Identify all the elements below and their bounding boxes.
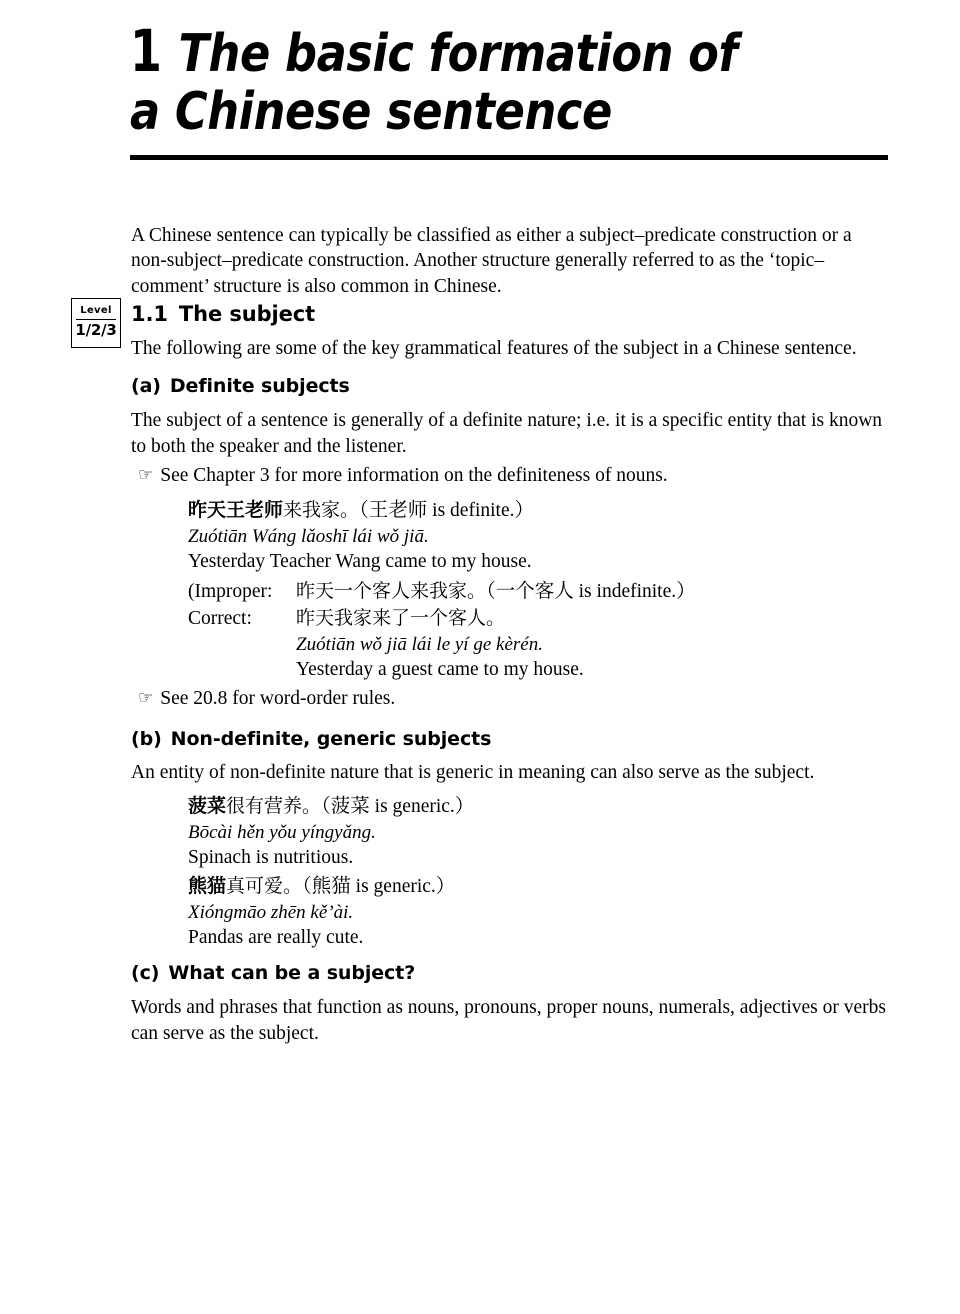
comparison-label-correct: Correct:: [188, 608, 252, 629]
chapter-intro-paragraph: A Chinese sentence can typically be classified as either a subject–predicate construction or a non-subject–predicate construction. Another structure generally referred to as the ‘topic–comment’ structure is also common in Chinese.: [131, 224, 852, 297]
example-block-a1: [188, 497, 888, 575]
subsection-title-c: What can be a subject?: [168, 962, 416, 984]
example-b2-chinese: [188, 873, 888, 900]
title-divider-rule: [130, 155, 888, 160]
level-badge: [71, 298, 121, 348]
comparison-content-improper: [296, 578, 888, 605]
section-number: 1.1: [131, 302, 168, 326]
example-block-b1: [188, 793, 888, 871]
subsection-heading-b: [131, 727, 491, 751]
subsection-label-b: (b): [131, 728, 162, 750]
example-a1-pinyin: Zuótiān Wáng lǎoshī lái wǒ jiā.: [188, 526, 429, 547]
example-b2-cn-rest: 真可爱。: [226, 875, 303, 897]
example-a1-gloss: （王老师 is definite.）: [359, 500, 534, 521]
example-a1-cn-highlight: 王老师: [226, 499, 284, 521]
chapter-title-line-2: a Chinese sentence: [130, 82, 612, 142]
chapter-title-block: [130, 17, 888, 142]
comparison-improper-gloss: （一个客人 is indefinite.）: [486, 581, 696, 602]
comparison-block-a: [188, 578, 888, 683]
subsection-heading-a: [131, 374, 350, 398]
subsection-heading-c: [131, 961, 415, 985]
example-b1-gloss: （菠菜 is generic.）: [321, 796, 475, 817]
cross-reference-chapter-3: [138, 463, 668, 490]
example-b2-english: Pandas are really cute.: [188, 927, 364, 948]
example-b2-cn-highlight: 熊猫: [188, 875, 227, 897]
section-title: The subject: [178, 302, 316, 326]
comparison-correct-chinese: 昨天我家来了一个客人。: [296, 607, 506, 629]
example-a1-chinese: [188, 497, 888, 524]
example-b1-chinese: [188, 793, 888, 820]
cross-reference-20-8: [138, 686, 395, 713]
example-b1-cn-rest: 很有营养。: [226, 795, 322, 817]
comparison-content-correct: [296, 605, 888, 632]
chapter-title-text-1: The basic formation of: [178, 24, 738, 84]
comparison-label-improper: (Improper:: [188, 581, 273, 602]
section-heading-1-1: [131, 301, 315, 327]
comparison-improper-chinese: 昨天一个客人来我家。: [296, 580, 487, 602]
subsection-label-a: (a): [131, 375, 161, 397]
level-badge-label: Level: [80, 305, 112, 316]
subsection-title-a: Definite subjects: [169, 375, 350, 397]
subsection-c-body: Words and phrases that function as nouns, pronouns, proper nouns, numerals, adjectives or verbs can serve as the subject.: [131, 997, 886, 1044]
example-b2-pinyin: Xióngmāo zhēn kě’ài.: [188, 902, 354, 923]
cross-reference-text: See Chapter 3 for more information on the definiteness of nouns.: [160, 465, 668, 486]
example-b2-gloss: （熊猫 is generic.）: [302, 876, 456, 897]
example-b1-pinyin: Bōcài hěn yǒu yíngyǎng.: [188, 822, 376, 843]
pointing-hand-icon: ☞: [138, 465, 154, 485]
example-a1-cn-rest: 来我家。: [283, 499, 360, 521]
pointing-hand-icon: ☞: [138, 688, 154, 708]
example-block-b2: [188, 873, 888, 951]
comparison-correct-english: Yesterday a guest came to my house.: [296, 659, 584, 680]
cross-reference-text: See 20.8 for word-order rules.: [160, 688, 396, 709]
chapter-title-line-1: [130, 17, 782, 85]
example-a1-cn-prefix: 昨天: [188, 499, 227, 521]
subsection-a-body: The subject of a sentence is generally of a definite nature; i.e. it is a specific entity that is known to both the speaker and the listener.: [131, 410, 883, 457]
level-badge-levels: 1/2/3: [75, 321, 117, 339]
example-b1-english: Spinach is nutritious.: [188, 847, 354, 868]
subsection-label-c: (c): [131, 962, 160, 984]
subsection-b-body: An entity of non-definite nature that is generic in meaning can also serve as the subject.: [131, 762, 815, 783]
comparison-row-improper: [188, 578, 888, 605]
example-a1-english: Yesterday Teacher Wang came to my house.: [188, 551, 532, 572]
comparison-correct-pinyin: Zuótiān wǒ jiā lái le yí ge kèrén.: [296, 634, 543, 655]
comparison-row-correct: [188, 605, 888, 632]
subsection-title-b: Non-definite, generic subjects: [170, 728, 492, 750]
section-intro-paragraph: The following are some of the key grammatical features of the subject in a Chinese sentence.: [131, 338, 857, 359]
example-b1-cn-highlight: 菠菜: [188, 795, 227, 817]
chapter-number: 1: [130, 17, 162, 85]
